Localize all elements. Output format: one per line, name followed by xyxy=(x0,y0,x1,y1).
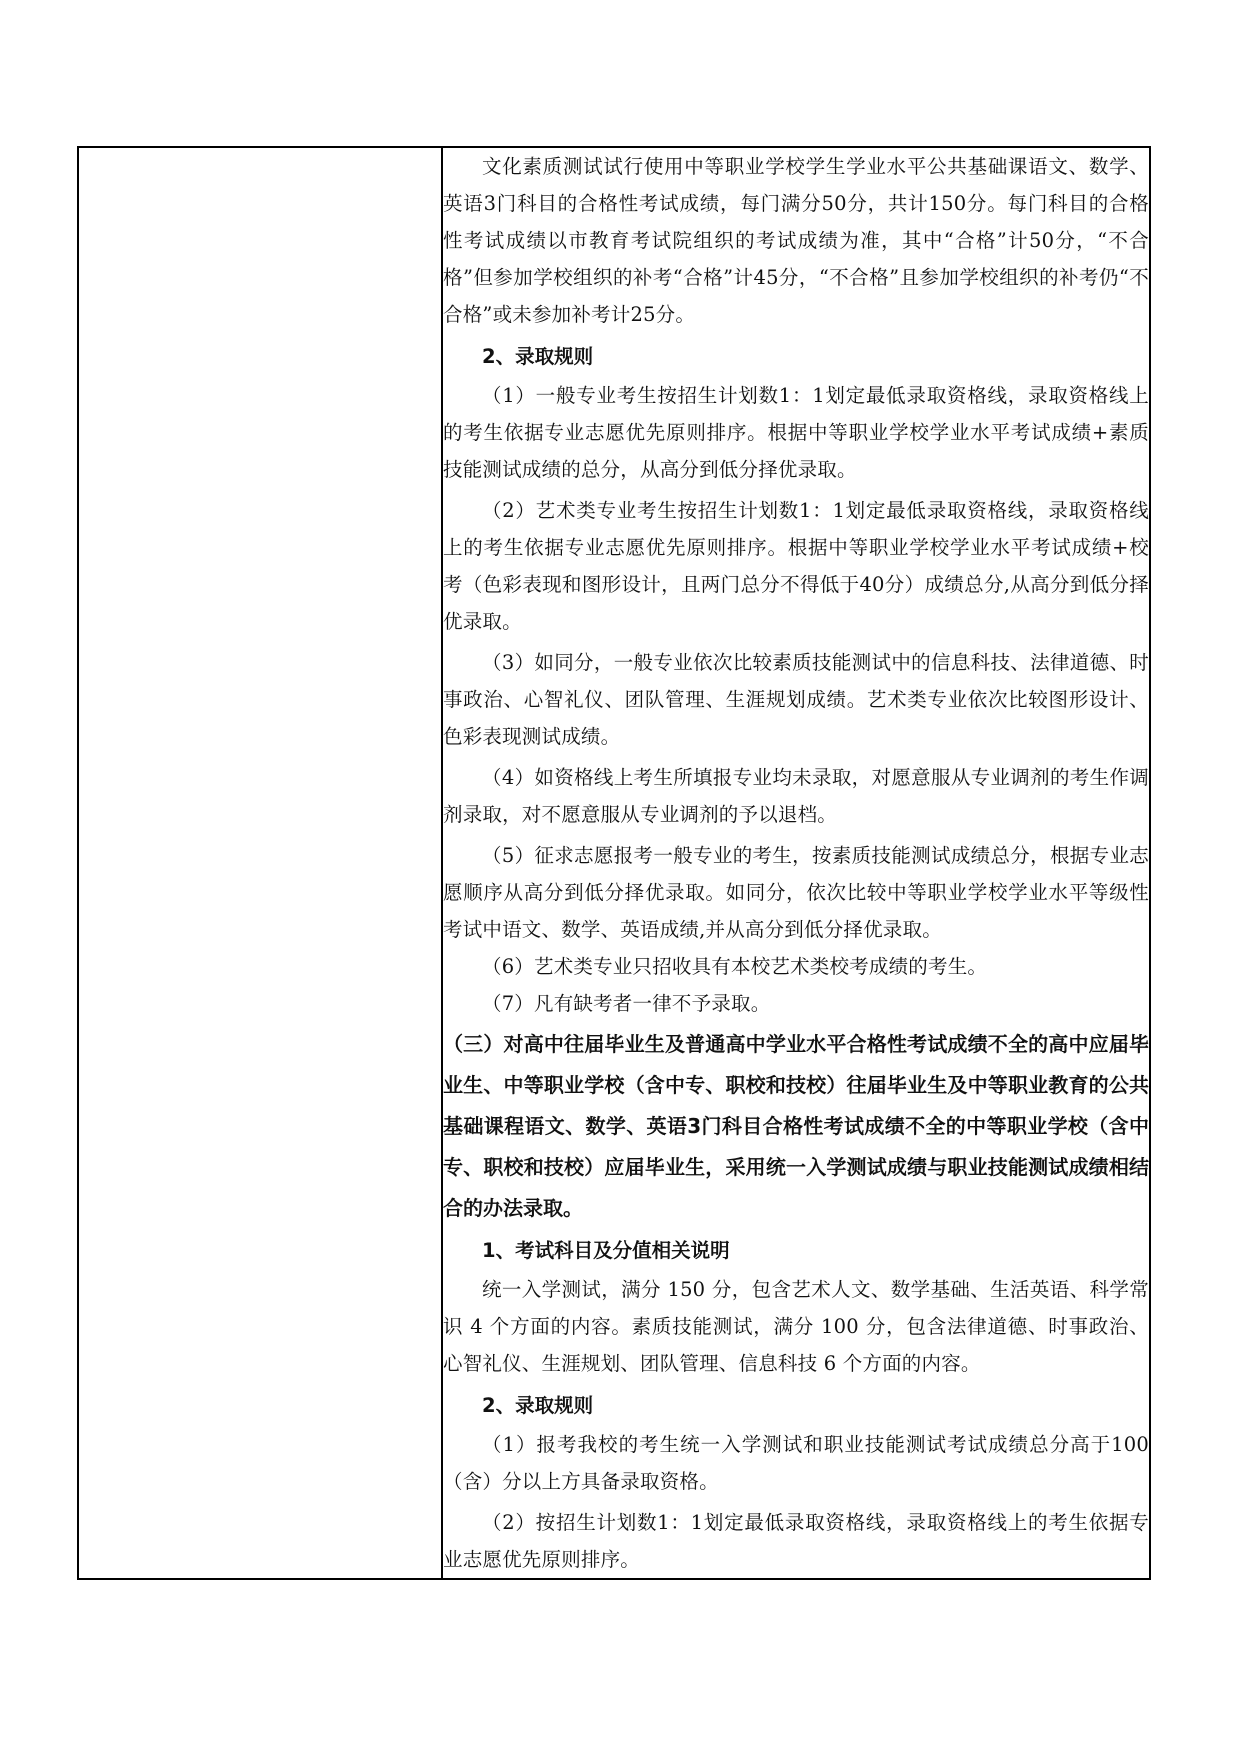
rule-4-adjustment: （4）如资格线上考生所填报专业均未录取，对愿意服从专业调剂的考生作调剂录取，对不愿意服从专业调剂的予以退档。 xyxy=(443,766,1149,826)
empty-label-cell xyxy=(78,147,442,1579)
rule-6-art-exam: （6）艺术类专业只招收具有本校艺术类校考成绩的考生。 xyxy=(482,955,988,978)
content-cell xyxy=(442,147,1150,1579)
rule-5-solicit: （5）征求志愿报考一般专业的考生，按素质技能测试成绩总分，根据专业志愿顺序从高分到低分择优录取。如同分，依次比较中等职业学校学业水平等级性考试中语文、数学、英语成绩,并从高分到低分择优录取。 xyxy=(443,844,1149,941)
rule-1-general-major: （1）一般专业考生按招生计划数1：1划定最低录取资格线，录取资格线上的考生依据专业志愿优先原则排序。根据中等职业学校学业水平考试成绩+素质技能测试成绩的总分，从高分到低分择优录取。 xyxy=(443,384,1149,481)
paragraph-culture-test: 文化素质测试试行使用中等职业学校学生学业水平公共基础课语文、数学、英语3门科目的合格性考试成绩，每门满分50分，共计150分。每门科目的合格性考试成绩以市教育考试院组织的考试成绩为准，其中“合格”计50分，“不合格”但参加学校组织的补考“合格”计45分，“不合格”且参加学校组织的补考仍“不合格”或未参加补考计25分。 xyxy=(443,155,1149,326)
rule-7-absence: （7）凡有缺考者一律不予录取。 xyxy=(482,992,771,1015)
heading-exam-subjects: 1、考试科目及分值相关说明 xyxy=(482,1239,730,1262)
heading-admission-rules-2: 2、录取规则 xyxy=(482,1394,594,1417)
admission-rules-table xyxy=(77,146,1151,1580)
rule-3-tie-break: （3）如同分，一般专业依次比较素质技能测试中的信息科技、法律道德、时事政治、心智礼仪、团队管理、生涯规划成绩。艺术类专业依次比较图形设计、色彩表现测试成绩。 xyxy=(443,651,1149,748)
rule-2-ranking: （2）按招生计划数1：1划定最低录取资格线，录取资格线上的考生依据专业志愿优先原则排序。 xyxy=(443,1511,1149,1571)
heading-admission-rules: 2、录取规则 xyxy=(482,345,594,368)
rule-2-art-major: （2）艺术类专业考生按招生计划数1：1划定最低录取资格线，录取资格线上的考生依据专业志愿优先原则排序。根据中等职业学校学业水平考试成绩+校考（色彩表现和图形设计，且两门总分不得低于40分）成绩总分,从高分到低分择优录取。 xyxy=(443,499,1149,633)
rule-1-qualification: （1）报考我校的考生统一入学测试和职业技能测试考试成绩总分高于100（含）分以上方具备录取资格。 xyxy=(443,1433,1149,1493)
paragraph-unified-test: 统一入学测试，满分 150 分，包含艺术人文、数学基础、生活英语、科学常识 4 个方面的内容。素质技能测试，满分 100 分，包含法律道德、时事政治、心智礼仪、生涯规划、团队管理、信息科技 6 个方面的内容。 xyxy=(443,1278,1149,1375)
section-three-heading: （三）对高中往届毕业生及普通高中学业水平合格性考试成绩不全的高中应届毕业生、中等职业学校（含中专、职校和技校）往届毕业生及中等职业教育的公共基础课程语文、数学、英语3门科目合格性考试成绩不全的中等职业学校（含中专、职校和技校）应届毕业生，采用统一入学测试成绩与职业技能测试成绩相结合的办法录取。 xyxy=(443,1032,1149,1220)
table-row xyxy=(78,147,1150,1579)
